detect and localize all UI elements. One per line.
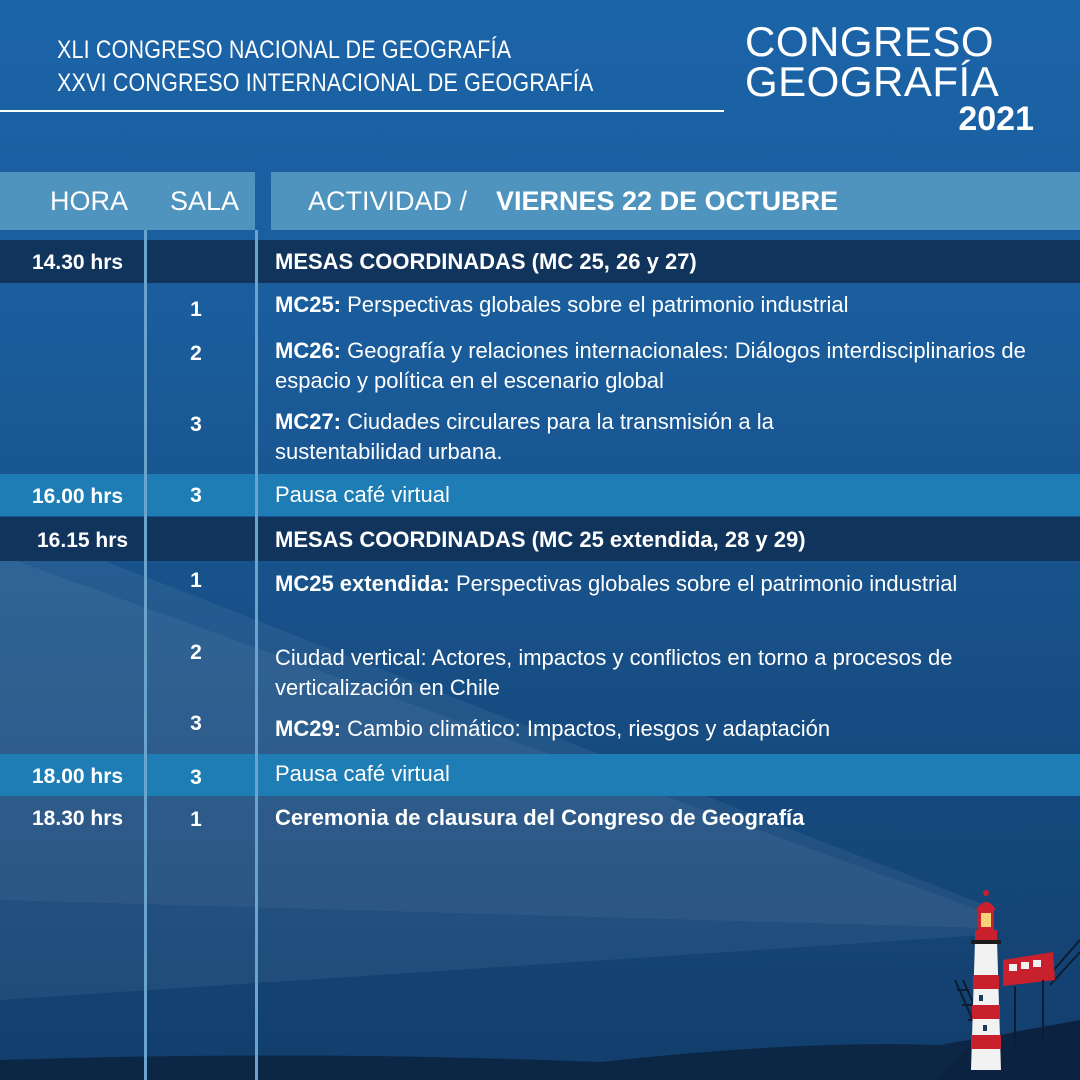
activity-text: Cambio climático: Impactos, riesgos y adaptación [341, 716, 831, 741]
activity-text: Perspectivas globales sobre el patrimonio industrial [449, 571, 958, 596]
room-cell: 1 [190, 808, 202, 831]
activity-cell: Pausa café virtual [275, 761, 450, 786]
time-cell: 16.15 hrs [37, 529, 129, 552]
activity-cell [275, 336, 1065, 396]
column-divider-hora-sala [144, 230, 147, 1080]
activity-text: Geografía y relaciones internacionales: Diálogos interdisciplinarios de espacio y política en el escenario global [275, 338, 1026, 393]
header-divider [0, 110, 724, 112]
activity-code: MC29: [275, 716, 342, 741]
activity-cell: Pausa café virtual [275, 482, 450, 507]
activity-text: Ciudades circulares para la transmisión a la sustentabilidad urbana. [275, 409, 774, 464]
room-cell: 2 [190, 641, 202, 664]
room-cell: 3 [190, 413, 202, 436]
room-cell: 3 [190, 484, 202, 507]
activity-cell [275, 407, 875, 467]
activity-code: MC27: [275, 409, 342, 434]
schedule-day: VIERNES 22 DE OCTUBRE [496, 186, 839, 216]
time-cell: 16.00 hrs [32, 485, 124, 508]
activity-code: MC25 extendida: [275, 571, 450, 596]
time-cell: 18.00 hrs [32, 765, 124, 788]
activity-cell [275, 290, 1065, 320]
activity-cell: Ciudad vertical: Actores, impactos y conflictos en torno a procesos de verticalización en Chile [275, 645, 953, 700]
column-header-sala: SALA [170, 186, 240, 216]
logo-text-top: CONGRESO [745, 18, 995, 65]
room-cell: 3 [190, 712, 202, 735]
logo-year: 2021 [958, 100, 1034, 138]
activity-code: MC25: [275, 292, 342, 317]
column-header-hora: HORA [50, 186, 129, 216]
activity-cell [275, 714, 1065, 744]
closing-ceremony-title: Ceremonia de clausura del Congreso de Geografía [275, 805, 805, 830]
activity-text: Perspectivas globales sobre el patrimonio industrial [341, 292, 849, 317]
congress-logo [742, 18, 1042, 138]
time-cell: 14.30 hrs [32, 251, 124, 274]
logo-text-middle: GEOGRAFÍA [745, 58, 1000, 105]
congress-title-international: XXVI CONGRESO INTERNACIONAL DE GEOGRAFÍA [57, 69, 594, 97]
activity-cell [275, 569, 975, 599]
room-cell: 1 [190, 298, 202, 321]
lighthouse-illustration [935, 880, 1080, 1080]
time-cell: 18.30 hrs [32, 807, 124, 830]
session-title: MESAS COORDINADAS (MC 25 extendida, 28 y 29) [275, 527, 806, 552]
room-cell: 3 [190, 766, 202, 789]
column-header-actividad: ACTIVIDAD / [308, 186, 468, 216]
congress-title-national: XLI CONGRESO NACIONAL DE GEOGRAFÍA [57, 36, 512, 64]
column-divider-sala-actividad [255, 230, 258, 1080]
session-title: MESAS COORDINADAS (MC 25, 26 y 27) [275, 249, 697, 274]
room-cell: 1 [190, 569, 202, 592]
activity-code: MC26: [275, 338, 342, 363]
room-cell: 2 [190, 342, 202, 365]
